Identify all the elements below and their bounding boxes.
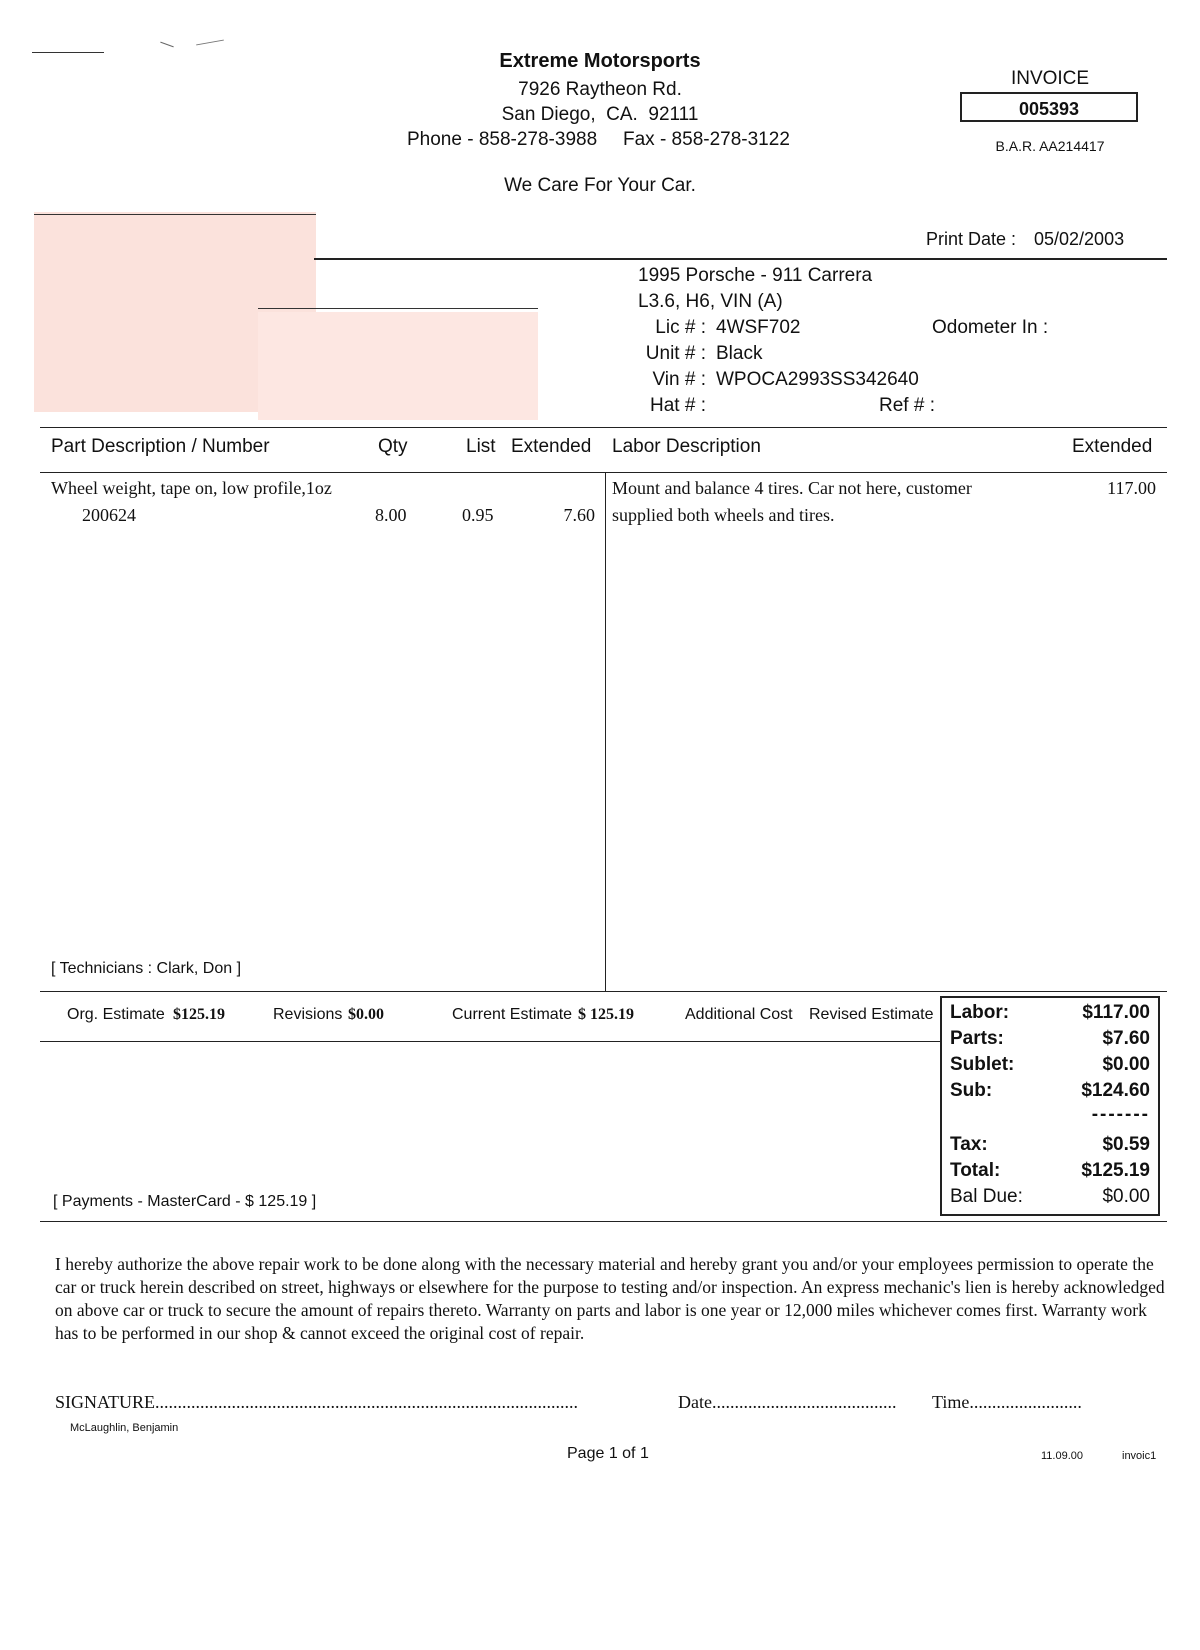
unit-label: Unit # : <box>645 343 706 364</box>
tax: $0.59 <box>1102 1134 1150 1155</box>
company-address-line2: San Diego, CA. 92111 <box>501 104 699 125</box>
revised-estimate-label: Revised Estimate <box>809 1006 934 1023</box>
estimates-line <box>40 1041 940 1042</box>
page-number: Page 1 of 1 <box>567 1445 649 1462</box>
labor-extended: 117.00 <box>1107 478 1156 498</box>
col-header-labor-extended: Extended <box>1072 436 1153 457</box>
revisions-label: Revisions <box>273 1006 343 1023</box>
scan-mark <box>196 40 224 46</box>
payments: [ Payments - MasterCard - $ 125.19 ] <box>53 1193 317 1210</box>
scan-mark <box>160 42 173 48</box>
part-list: 0.95 <box>462 505 494 525</box>
subtotal: $124.60 <box>1081 1080 1150 1101</box>
divider <box>258 308 538 309</box>
col-header-qty: Qty <box>378 436 408 457</box>
parts-total: $7.60 <box>1102 1028 1150 1049</box>
header-divider <box>314 258 1167 260</box>
ref-label: Ref # : <box>879 395 935 416</box>
sublet-total-label: Sublet: <box>950 1054 1015 1075</box>
col-header-labor-desc: Labor Description <box>612 436 761 457</box>
invoice-number-box: 005393 <box>960 92 1138 122</box>
company-address-line1: 7926 Raytheon Rd. <box>518 79 682 100</box>
company-name: Extreme Motorsports <box>499 50 701 72</box>
totals-box <box>940 996 1160 1216</box>
company-fax: Fax - 858-278-3122 <box>623 129 790 150</box>
revisions-value: $0.00 <box>348 1006 384 1023</box>
org-estimate-label: Org. Estimate <box>67 1006 165 1023</box>
current-estimate-label: Current Estimate <box>452 1006 573 1023</box>
sublet-total: $0.00 <box>1102 1054 1150 1075</box>
unit-value: Black <box>716 343 763 364</box>
table-header-line <box>40 472 1167 473</box>
labor-description-line2: supplied both wheels and tires. <box>612 505 835 525</box>
vehicle-model: 1995 Porsche - 911 Carrera <box>638 265 873 286</box>
time-line: Time......................... <box>932 1392 1082 1412</box>
redacted-block <box>258 312 538 420</box>
column-divider <box>605 473 606 991</box>
labor-description-line1: Mount and balance 4 tires. Car not here, customer <box>612 478 972 498</box>
total-label: Total: <box>950 1160 1001 1181</box>
tax-label: Tax: <box>950 1134 988 1155</box>
print-date-label: Print Date : <box>926 229 1017 249</box>
print-date: 05/02/2003 <box>1034 229 1125 249</box>
company-tagline: We Care For Your Car. <box>504 175 696 196</box>
scan-mark <box>32 52 104 53</box>
signer-name: McLaughlin, Benjamin <box>70 1422 179 1434</box>
col-header-extended: Extended <box>511 436 592 457</box>
form-version: 11.09.00 <box>1041 1450 1084 1462</box>
labor-total-label: Labor: <box>950 1002 1010 1023</box>
bar-number: B.A.R. AA214417 <box>995 138 1105 154</box>
vin-label: Vin # : <box>652 369 706 390</box>
part-number: 200624 <box>82 505 136 525</box>
authorization-text: I hereby authorize the above repair work to be done along with the necessary material and hereby grant you and/or your employees permission to operate the car or truck herein described on street, highways or elsewhere for the purpose to testing and/or inspection. An express mechanic's lien is hereby acknowledged on above car or truck to secure the amount of repairs thereto. Warranty on parts and labor is one year or 12,000 miles whichever comes first. Warranty work has to be performed in our shop & cannot exceed the original cost of repair. <box>55 1254 1165 1343</box>
additional-cost-label: Additional Cost <box>685 1006 793 1023</box>
current-estimate-value: $ 125.19 <box>578 1006 634 1023</box>
date-line: Date......................................... <box>678 1392 897 1412</box>
col-header-part-desc: Part Description / Number <box>51 436 270 457</box>
table-bottom-line <box>40 991 1167 992</box>
part-description: Wheel weight, tape on, low profile,1oz <box>51 478 332 498</box>
part-qty: 8.00 <box>375 505 407 525</box>
invoice-label: INVOICE <box>1010 68 1090 89</box>
divider <box>34 214 316 215</box>
vin-value: WPOCA2993SS342640 <box>716 369 919 390</box>
vehicle-engine: L3.6, H6, VIN (A) <box>638 291 783 312</box>
table-top-line <box>40 427 1167 428</box>
subtotal-label: Sub: <box>950 1080 993 1101</box>
lic-value: 4WSF702 <box>716 317 801 338</box>
balance-due: $0.00 <box>1102 1186 1150 1207</box>
hat-label: Hat # : <box>650 395 706 416</box>
org-estimate-value: $125.19 <box>173 1006 225 1023</box>
form-id: invoic1 <box>1122 1450 1157 1462</box>
balance-due-label: Bal Due: <box>950 1186 1023 1207</box>
part-extended: 7.60 <box>563 505 595 525</box>
technicians: [ Technicians : Clark, Don ] <box>51 960 242 977</box>
labor-total: $117.00 <box>1082 1002 1150 1023</box>
col-header-list: List <box>466 436 496 457</box>
parts-total-label: Parts: <box>950 1028 1004 1049</box>
total: $125.19 <box>1081 1160 1150 1181</box>
signature-line: SIGNATURE.............................................................................................. <box>55 1392 579 1412</box>
company-phone: Phone - 858-278-3988 <box>407 129 598 150</box>
odometer-label: Odometer In : <box>932 317 1049 338</box>
subtotal-dashes: ------- <box>1091 1104 1150 1125</box>
totals-bottom-line <box>40 1221 1167 1222</box>
lic-label: Lic # : <box>655 317 706 338</box>
